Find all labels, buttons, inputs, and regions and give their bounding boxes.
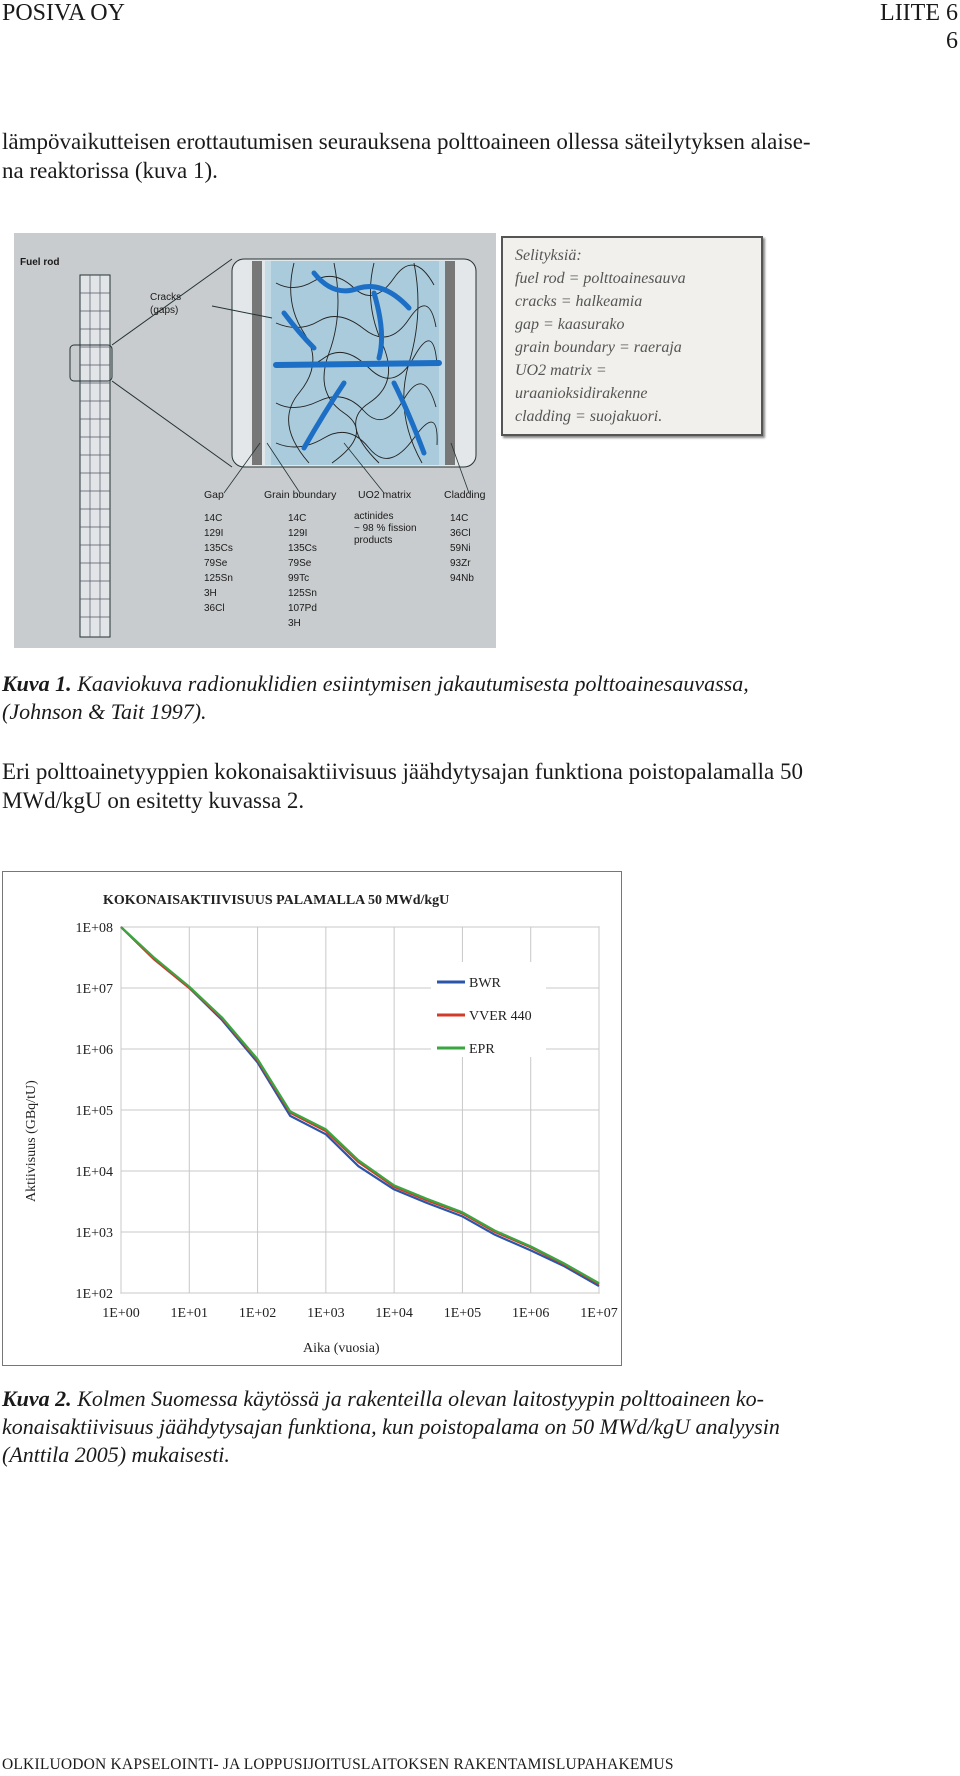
- fuel-rod-label: Fuel rod: [20, 257, 60, 268]
- nuclide-item: actinides: [354, 511, 394, 522]
- legend-line: grain boundary = raeraja: [515, 339, 682, 356]
- activity-chart-svg: [3, 872, 621, 1365]
- legend-line: UO2 matrix =: [515, 362, 607, 379]
- nuclide-item: 3H: [204, 588, 217, 599]
- page-footer: OLKILUODON KAPSELOINTI- JA LOPPUSIJOITUSLAITOKSEN RAKENTAMISLUPAHAKEMUS: [2, 1756, 674, 1773]
- caption-1-line-2: (Johnson & Tait 1997).: [2, 699, 207, 724]
- caption-2-line-1: Kolmen Suomessa käytössä ja rakenteilla olevan laitostyypin polttoaineen ko-: [71, 1386, 764, 1411]
- nuclide-item: 94Nb: [450, 573, 474, 584]
- nuclide-item: 59Ni: [450, 543, 471, 554]
- nuclide-item: 129I: [288, 528, 308, 539]
- col-grain-boundary-list: [288, 511, 317, 631]
- cladding-left: [252, 261, 262, 465]
- y-tick-label: 1E+03: [75, 1226, 113, 1241]
- header-org: POSIVA OY: [2, 0, 125, 26]
- caption-2-line-3: (Anttila 2005) mukaisesti.: [2, 1442, 230, 1467]
- nuclide-item: products: [354, 535, 393, 546]
- x-tick-label: 1E+01: [170, 1306, 209, 1321]
- col-head-gap: Gap: [204, 489, 224, 501]
- y-tick-label: 1E+07: [75, 982, 113, 997]
- nuclide-item: 99Tc: [288, 573, 310, 584]
- legend-title: Selityksiä:: [515, 247, 582, 264]
- legend-label: EPR: [469, 1042, 495, 1057]
- paragraph-1-line-2: na reaktorissa (kuva 1).: [2, 158, 218, 183]
- x-tick-label: 1E+04: [375, 1306, 413, 1321]
- cracks-label: Cracks: [150, 292, 182, 303]
- fuel-rod-diagram: [14, 233, 496, 648]
- nuclide-item: 129I: [204, 528, 224, 539]
- y-tick-label: 1E+04: [75, 1165, 113, 1180]
- legend-line: cracks = halkeamia: [515, 293, 643, 310]
- figure-1-caption: [2, 670, 958, 726]
- x-tick-label: 1E+05: [443, 1306, 482, 1321]
- nuclide-item: 107Pd: [288, 603, 317, 614]
- x-tick-label: 1E+07: [580, 1306, 618, 1321]
- activity-chart: [2, 871, 622, 1366]
- header-appendix: LIITE 6: [880, 0, 958, 26]
- nuclide-item: 79Se: [288, 558, 312, 569]
- y-tick-label: 1E+08: [75, 921, 113, 936]
- figure-2-caption: [2, 1385, 958, 1469]
- x-tick-label: 1E+06: [511, 1306, 550, 1321]
- nuclide-item: 93Zr: [450, 558, 471, 569]
- paragraph-2: [2, 757, 958, 815]
- paragraph-1: [2, 127, 958, 185]
- nuclide-item: 3H: [288, 618, 301, 629]
- col-gap-list: [204, 511, 233, 616]
- caption-1-text: Kaaviokuva radionuklidien esiintymisen jakautumisesta polttoainesauvassa,: [71, 671, 749, 696]
- chart-title: KOKONAISAKTIIVISUUS PALAMALLA 50 MWd/kgU: [103, 893, 450, 908]
- nuclide-item: 135Cs: [204, 543, 233, 554]
- nuclide-item: 36Cl: [450, 528, 471, 539]
- y-tick-label: 1E+05: [75, 1104, 113, 1119]
- cracks-sublabel: (gaps): [150, 305, 179, 316]
- cladding-right: [445, 261, 455, 465]
- caption-2-label: Kuva 2.: [2, 1386, 72, 1411]
- x-tick-label: 1E+00: [102, 1306, 140, 1321]
- y-axis-label: Aktiivisuus (GBq/tU): [24, 1080, 39, 1202]
- x-tick-label: 1E+03: [307, 1306, 345, 1321]
- nuclide-item: 125Sn: [288, 588, 317, 599]
- paragraph-2-line-1: Eri polttoainetyyppien kokonaisaktiivisuus jäähdytysajan funktiona poistopalamalla 50: [2, 759, 804, 784]
- figure-1-legend-box: [501, 236, 763, 436]
- legend-line: gap = kaasurako: [515, 316, 625, 333]
- col-head-cladding: Cladding: [444, 489, 486, 501]
- paragraph-2-line-2: MWd/kgU on esitetty kuvassa 2.: [2, 788, 305, 813]
- fuel-rod-drawing: [14, 233, 496, 648]
- y-tick-label: 1E+02: [75, 1287, 113, 1302]
- paragraph-1-line-1: lämpövaikutteisen erottautumisen seurauksena polttoaineen ollessa säteilytyksen alaise-: [2, 129, 811, 154]
- x-tick-label: 1E+02: [238, 1306, 277, 1321]
- legend-label: BWR: [469, 976, 501, 991]
- col-head-grain-boundary: Grain boundary: [264, 489, 337, 501]
- nuclide-item: ~ 98 % fission: [354, 523, 417, 534]
- col-uo2-list: [354, 511, 417, 547]
- nuclide-item: 125Sn: [204, 573, 233, 584]
- caption-1-label: Kuva 1.: [2, 671, 72, 696]
- legend-line: fuel rod = polttoainesauva: [515, 270, 686, 287]
- legend-line: cladding = suojakuori.: [515, 408, 663, 425]
- col-head-uo2-matrix: UO2 matrix: [358, 489, 412, 501]
- nuclide-item: 79Se: [204, 558, 228, 569]
- caption-2-line-2: konaisaktiivisuus jäähdytysajan funktiona, kun poistopalama on 50 MWd/kgU analyysin: [2, 1414, 780, 1439]
- legend-label: VVER 440: [469, 1009, 532, 1024]
- nuclide-item: 14C: [450, 513, 469, 524]
- y-tick-label: 1E+06: [75, 1043, 113, 1058]
- page-number: 6: [946, 28, 958, 54]
- x-axis-label: Aika (vuosia): [303, 1341, 380, 1356]
- nuclide-item: 14C: [204, 513, 223, 524]
- nuclide-item: 135Cs: [288, 543, 317, 554]
- legend-line: uraanioksidirakenne: [515, 385, 648, 402]
- col-cladding-list: [450, 511, 474, 586]
- nuclide-item: 36Cl: [204, 603, 225, 614]
- nuclide-item: 14C: [288, 513, 307, 524]
